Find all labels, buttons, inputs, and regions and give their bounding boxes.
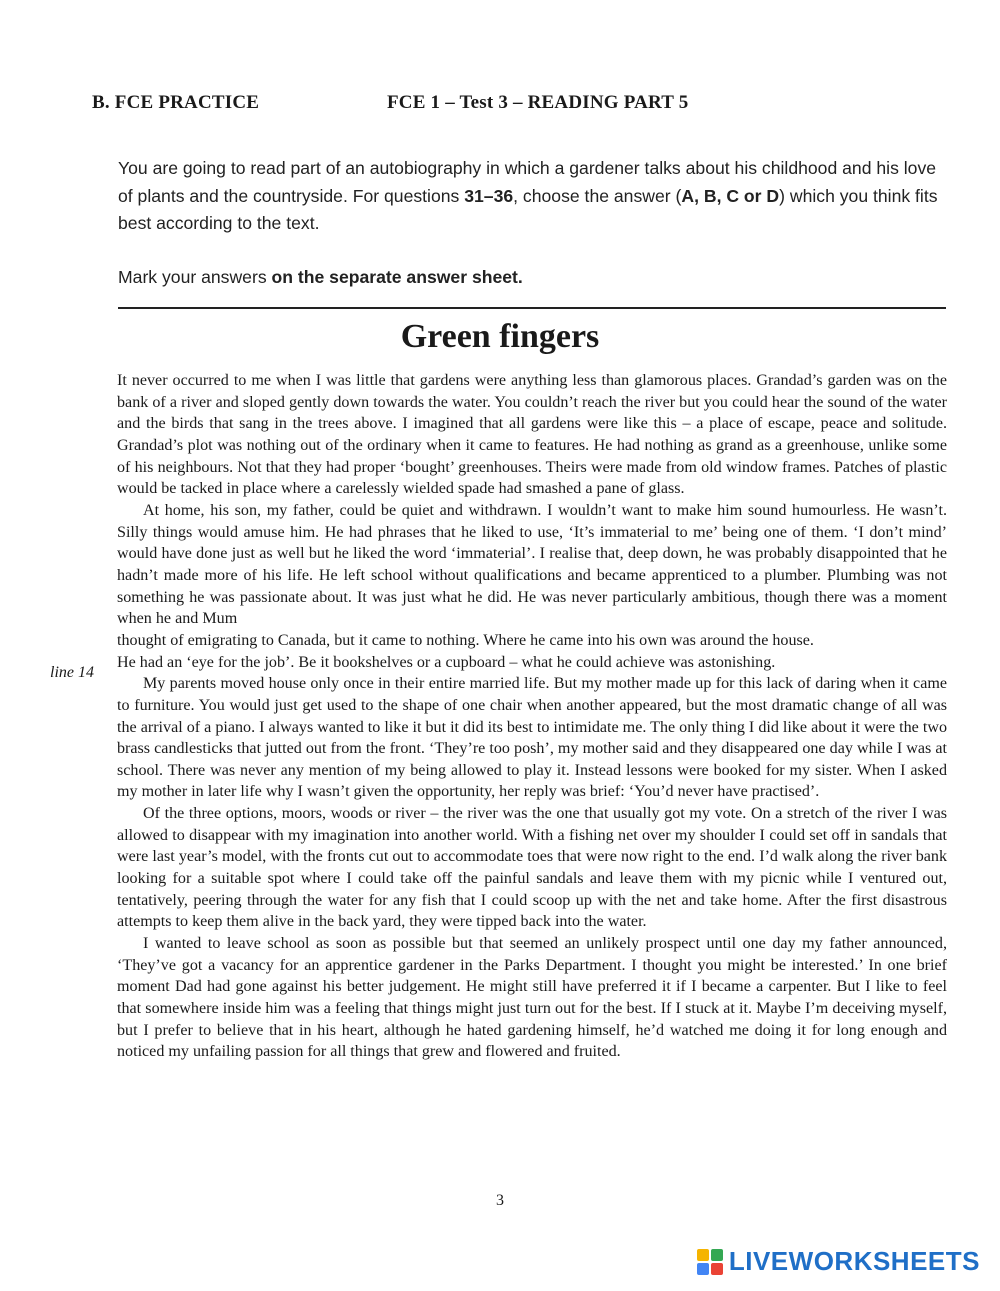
paragraph-line-14: thought of emigrating to Canada, but it came to nothing. Where he came into his own was around the house. bbox=[117, 631, 814, 649]
instructions-text: You are going to read part of an autobiography in which a gardener talks about his childhood and his love of plants and the countryside. For questions 31–36, choose the answer (A, B, C or D) which you think fits best according to the text. bbox=[118, 158, 938, 233]
header-test-label: FCE 1 – Test 3 – READING PART 5 bbox=[387, 92, 689, 113]
answer-sheet-instruction: Mark your answers on the separate answer sheet. bbox=[118, 266, 523, 287]
paragraph: At home, his son, my father, could be quiet and withdrawn. I wouldn’t want to make him sound humourless. He wasn’t. Silly things would amuse him. He had phrases that he liked to use, ‘It’s immaterial to me’ being one of them. ‘I don’t mind’ would have done just as well but he liked the word ‘immaterial’. I realise that, deep down, he was probably disappointed that he hadn’t made more of his life. He left school without qualifications and became apprenticed to a plumber. Plumbing was not something he was passionate about. It was just what he did. He was never particularly ambitious, though there was a moment when he and Mum bbox=[117, 501, 947, 628]
brand-logo bbox=[697, 1246, 980, 1277]
page-number: 3 bbox=[496, 1192, 504, 1209]
questions-range: 31–36 bbox=[464, 185, 514, 206]
paragraph: I wanted to leave school as soon as possible but that seemed an unlikely prospect until one day my father announced, ‘They’ve got a vacancy for an apprentice gardener in the Parks Department. I thought you might be interested.’ In one brief moment Dad had gone against his better judgement. He might still have preferred it if I became a carpenter. But I like to feel that somewhere inside him was a feeling that things might just turn out for the best. If I stuck at it. Maybe I’m deceiving myself, but I prefer to believe that in his heart, although he hated gardening himself, he’d watched me doing it for long enough and noticed my unfailing passion for all things that grew and flowered and fruited. bbox=[117, 935, 947, 1061]
paragraph-line-15: He had an ‘eye for the job’. Be it bookshelves or a cupboard – what he could achieve was astonishing. bbox=[117, 653, 776, 671]
paragraph: It never occurred to me when I was little that gardens were anything less than glamorous places. Grandad’s garden was on the bank of a river and sloped gently down towards the water. You couldn’t reach the river but you could hear the sound of the water and the birds that sang in the trees above. I imagined that all gardens were like this – a place of escape, peace and solitude. Grandad’s plot was nothing out of the ordinary when it came to features. He had nothing as grand as a greenhouse, unlike some of his neighbours. Not that they had proper ‘bought’ greenhouses. Theirs were made from old window frames. Patches of plastic would be tacked in place where a carelessly wielded spade had smashed a pane of glass. bbox=[117, 372, 947, 498]
answer-options: A, B, C or D bbox=[681, 185, 780, 206]
line-number-label: line 14 bbox=[50, 664, 94, 681]
header-section-label: B. FCE PRACTICE bbox=[92, 92, 260, 113]
divider bbox=[118, 307, 946, 309]
instructions bbox=[118, 155, 948, 291]
paragraph: Of the three options, moors, woods or river – the river was the one that usually got my vote. On a stretch of the river I was allowed to disappear with my imagination into another world. With a fishing net over my shoulder I could set off in sandals that were last year’s model, with the fronts cut out to accommodate toes that were now right to the end. I’d walk along the river bank looking for a suitable spot where I could take off the painful sandals and leave them with my picnic while I ventured out, tentatively, peering through the water for any fish that I could scoop up with the net and take home. After the first disastrous attempts to keep them alive in the back yard, they were tipped back into the water. bbox=[117, 805, 947, 931]
brand-name: LIVEWORKSHEETS bbox=[728, 1246, 980, 1276]
article-body bbox=[117, 370, 947, 1063]
paragraph: My parents moved house only once in their entire married life. But my mother made up for this lack of daring when it came to furniture. You would just get used to the shape of one chair when another appeared, but the most dramatic change of all was the arrival of a piano. I always wanted to like it but it did its best to intimidate me. The only thing I did like about it were the two brass candlesticks that jutted out from the front. ‘They’re too posh’, my mother said and they disappeared one day while I was at school. There was never any mention of my being allowed to play it. Instead lessons were booked for my sister. When I asked my mother in later life why I wasn’t given the opportunity, her reply was brief: ‘You’d never have practised’. bbox=[117, 675, 947, 801]
liveworksheets-icon bbox=[697, 1249, 723, 1275]
article-title: Green fingers bbox=[400, 318, 600, 355]
